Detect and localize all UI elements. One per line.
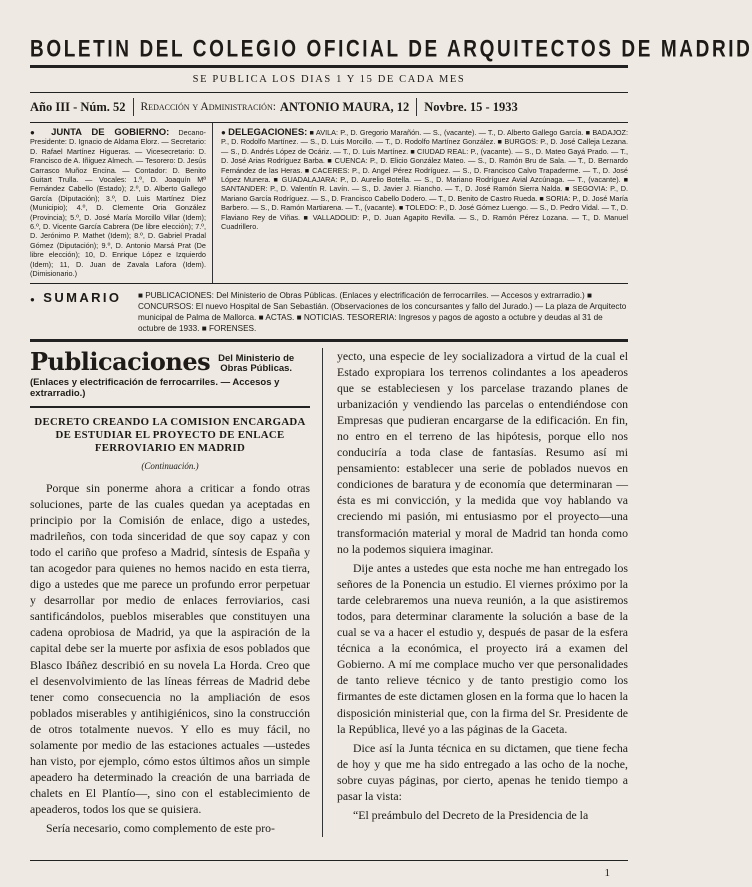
right-column [323,348,628,837]
sumario-box [30,284,628,342]
sumario-label: SUMARIO [43,289,122,305]
page-number: 1 [604,867,610,879]
paragraph: Dice así la Junta técnica en su dictamen, que tiene fecha de hoy y que me ha sido entregado a las ocho de la noche, sobre cuyas páginas, por cierto, apenas he tenido tiempo a pasar la vista: [337,740,628,804]
sumario-text: ■ PUBLICACIONES: Del Ministerio de Obras Públicas. (Enlaces y electrificación de ferrocarriles. — Accesos y extrarradio.) ■ CONCURSOS: El nuevo Hospital de San Sebastián. (Observaciones de los concursantes y fallo del Jurado.) — La plaza de Arquitecto municipal de Palma de Mallorca. ■ ACTAS. ■ NOTICIAS. TESORERIA: Ingresos y pagos de agosto a octubre y deudas al 31 de octubre de 1933. ■ FORENSES. [138,290,627,333]
issue-number: Año III - Núm. 52 [30,99,126,114]
governance-box [30,122,628,284]
redaccion-label: Redacción y Administración: [140,101,276,113]
paragraph: Dije antes a ustedes que esta noche me han entregado los señores de la Ponencia un estudio. El viernes próximo por la tarde celebraremos una nueva reunión, a la que asistiremos todos, para determinar claramente la solución a base de la cual se va a hacer el estudio y, después de pasar de la esfera técnica a la económica, el proyecto irá a examen del Gobierno. A mí me complace mucho ver que personalidades de tanto relieve técnico y de tanto prestigio como los firmantes de este dictamen glosen en la forma que lo hacen la disposición ministerial que, con la firma del Sr. Presidente de la República, llevé yo a las páginas de la Gaceta. [337,560,628,736]
section-subtitle-c: (Enlaces y electrificación de ferrocarriles. — Accesos y extrarradio.) [30,376,280,399]
continuation-note: (Continuación.) [141,460,199,471]
delegaciones [213,123,628,283]
address: ANTONIO MAURA, 12 [279,99,410,114]
paragraph: “El preámbulo del Decreto de la Presidencia de la [353,808,589,823]
divider [133,98,134,116]
paragraph: Sería necesario, como complemento de este pro- [46,821,275,836]
bullet-icon: ● [221,128,226,137]
bullet-icon: ● [30,128,42,137]
delegaciones-heading: DELEGACIONES: [228,127,308,138]
section-rule [30,406,310,408]
section-subtitle-a: Del Ministerio de [218,352,295,364]
article-columns [30,348,628,837]
article-headline: DECRETO CREANDO LA COMISION ENCARGADA DE ESTUDIAR EL PROYECTO DE ENLACE FERROVIARIO EN MADRID [34,415,306,454]
footer-rule [30,860,628,861]
publication-frequency: SE PUBLICA LOS DIAS 1 Y 15 DE CADA MES [192,74,466,85]
masthead-title: BOLETIN DEL COLEGIO OFICIAL DE ARQUITECTOS DE MADRID [30,36,752,63]
left-column [30,348,323,837]
divider [416,98,417,116]
junta-de-gobierno [30,123,213,283]
section-title: Publicaciones [30,346,211,376]
paragraph: Porque sin ponerme ahora a criticar a fondo otras soluciones, parte de las cuales quedan ya aceptadas en principio por la Comisión de enlace, digo a ustedes, madrileños, con toda sinceridad de que soy capaz y con todo el cariño que profeso a Madrid, síntesis de España y tan acogedor para quienes no hemos nacido en esta tierra, digo a ustedes que me parece un profundo error perpetuar y desarrollar por medio de enlaces ferroviarios, casi santificándolos, pueblos miserables que constituyen una cadena oprobiosa de Madrid, ya que la aspiración de la capital debe ser la muerte por asfixia de esos poblados que Blasco Ibáñez describió en su novela La Horda. Creo que el desenvolvimiento de las líneas férreas de Madrid debe tener como consecuencia no la ampliación de esos poblados miserables y antihigiénicos, sino la construcción de otros totalmente nuevos. Y ello es muy fácil, no solamente por medio de las estaciones actuales —ustedes han visto, por ejemplo, cómo estos últimos años un simple apeadero ha determinado la creación de una barriada de chalets en El Plantío—, sino con el establecimiento de apeaderos, todos los que se quisiera. [30,480,310,817]
bullet-icon: ● [30,294,38,304]
issue-date: Novbre. 15 - 1933 [424,99,518,114]
issue-info-bar [30,93,628,120]
junta-text: Decano-Presidente: D. Ignacio de Aldama Elorz. — Secretario: D. Rafael Martínez Higueras. — Vicesecretario: D. Francisco de A. Iñiguez Almech. — Tesorero: D. Jesús Carrasco Muñoz Encina. — Contador: D. Benito Guitart Trulla. — Vocales: 1.º, D. Joaquín Mª Fernández Cabello (Estado); 2.º, D. Alberto Gallego García (Diputación); 3.º, D. Luis Martínez Díez (Municipio); 4.º, D. Clemente Oria González (Provincia); 5.º, D. José María Morcillo Villar (Idem); 6.º, D. Vicente García Cabrera (De libre elección); 7.º, D. Jerónimo P. Mathet (Idem); 8.º, D. Gabriel Pradal Gómez (Diputación); 9.º, D. Antonio Marsá Prat (De libre elección); 10, D. Enrique López e Izquierdo (Idem); 11, D. Juan de Zavala Lafora (Idem). (Dimisionario.) [30,128,206,279]
section-subtitle-b: Obras Públicas. [220,363,293,374]
junta-heading: JUNTA DE GOBIERNO: [51,127,170,138]
delegaciones-text: ■ AVILA: P., D. Gregorio Marañón. — S., (vacante). — T., D. Alberto Gallego García. ■ BADAJOZ: P., D. Rodolfo Martínez. — S., D. Luis Morcillo. — T., D. Rodolfo Martínez González. ■ BURGOS: P., D. José Calleja Lezana. — S., D. Andrés López de Ocáriz. — T., D. Luis Martínez. ■ CIUDAD REAL: P., (vacante). — S., D. Mateo Gayá Prado. — T., D. José Arias Rodríguez Barba. ■ CUENCA: P., D. Elicio González Mateo. — S., D. Ramón Bru de Sala. — T., D. Bernardo Fernández de las Heras. ■ CACERES: P., D. Angel Pérez Rodríguez. — S., D. Francisco Calvo Trapaderme. — T., D. José López Munera. ■ GUADALAJARA: P., D. Aurelio Botella. — S., D. Mariano Rodríguez Avial Azcúnaga. — T., (vacante). ■ SANTANDER: P., D. Valentín R. Lavín. — S., D. Javier J. Riancho. — T., D. José Ramón Sierra Nalda. ■ SEGOVIA: P., D. Mariano García Rodríguez. — S., D. Francisco Cabello Dodero. — T., D. Benito de Castro Rueda. ■ SORIA: P., D. José María Barbero. — S., D. Ramón Martiarena. — T., (vacante). ■ TOLEDO: P., D. José Gómez Luengo. — S., D. Pedro Vidal. — T., D. Flaviano Rey de Viñas. ■ VALLADOLID: P., D. Juan Agapito Revilla. — S., D. Ramón Pérez Lozana. — T., D. Manuel Cuadrillero. [221,128,628,232]
paragraph: yecto, una especie de ley socializadora a virtud de la cual el Estado expropiara los terrenos colindantes a los apeaderos que se estableciesen y los parcelase trazando planes de urbanización y vendiendo las parcelas o entendiéndose con Empresas que pudieran encargarse de la edificación. En fin, no entro en el terreno de las hipótesis, porque ello nos conduciría a toda clase de fantasías. Resumo así mi pensamiento: establecer una serie de poblados nuevos en condiciones de baratura y de economía que determinaran —ésta es mi convicción, y la medida que voy hablando va creciendo mi pasión, mi entusiasmo por el proyecto—una transformación material y moral de Madrid tan honda como no la podemos siquiera imaginar. [337,348,628,556]
